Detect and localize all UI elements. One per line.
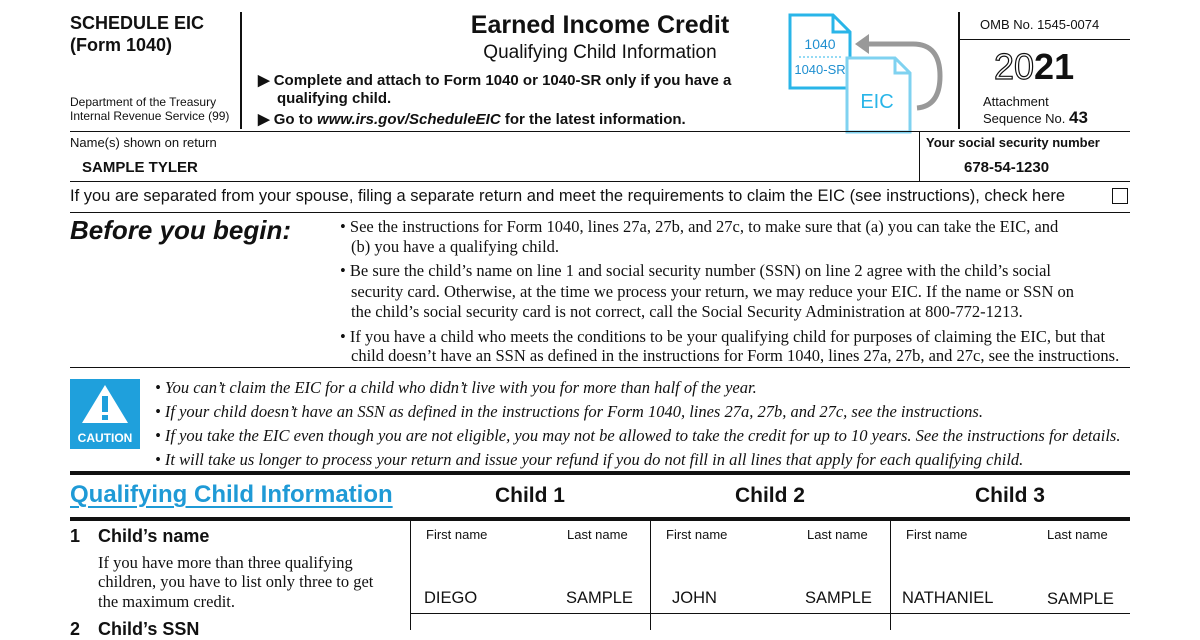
logo-1040sr-text: 1040-SR: [794, 62, 846, 77]
separated-bottom-rule: [70, 212, 1130, 213]
before-bullet-3-line-2: child doesn’t have an SSN as defined in the instructions for Form 1040, lines 27a, 27b, and 27c, see the instructions.: [351, 346, 1120, 365]
line-1-desc-2: children, you have to list only three to get: [98, 572, 374, 591]
instruction-attach: ▶ Complete and attach to Form 1040 or 1040-SR only if you have a: [258, 72, 732, 89]
caution-line-3: • If you take the EIC even though you are not eligible, you may not be allowed to take the credit for up to 10 years. See the instructions for details.: [155, 426, 1121, 445]
child-3-header: Child 3: [974, 484, 1045, 507]
form-title: Earned Income Credit: [470, 11, 730, 39]
header-divider-left: [240, 12, 242, 129]
child-1-first-name[interactable]: DIEGO: [424, 589, 478, 607]
child-3-first-label: First name: [906, 527, 968, 542]
sequence-text: Sequence No.: [983, 111, 1066, 126]
child-2-first-name[interactable]: JOHN: [672, 589, 717, 607]
line-1-desc-3: the maximum credit.: [98, 592, 236, 611]
line-1-bottom-rule: [410, 613, 1130, 614]
separated-checkbox[interactable]: [1112, 188, 1128, 204]
before-bullet-3-line-1: • If you have a child who meets the conditions to be your qualifying child for purposes of claiming the EIC, but that: [340, 327, 1106, 346]
eic-logo: [785, 10, 950, 135]
separated-text: If you are separated from your spouse, filing a separate return and meet the requirements to claim the EIC (see instructions), check here: [70, 187, 1066, 205]
line-1-label: Child’s name: [98, 526, 210, 546]
child-2-first-label: First name: [666, 527, 728, 542]
line-2-number: 2: [70, 619, 81, 639]
before-bottom-rule: [70, 367, 1130, 368]
child-2-last-name[interactable]: SAMPLE: [805, 589, 872, 607]
line-2-label: Child’s SSN: [98, 619, 200, 639]
caution-line-1: • You can’t claim the EIC for a child who didn’t live with you for more than half of the year.: [155, 378, 757, 397]
omb-number: OMB No. 1545-0074: [980, 17, 1100, 32]
instruction-attach-cont: qualifying child.: [277, 90, 392, 107]
tax-year-suffix: 21: [1034, 46, 1075, 87]
before-bullet-1-line-1: • See the instructions for Form 1040, lines 27a, 27b, and 27c, to make sure that (a) you can take the EIC, and: [340, 217, 1059, 236]
instruction-website: [258, 110, 686, 128]
logo-1040-text: 1040: [804, 36, 836, 52]
child-3-last-label: Last name: [1047, 527, 1108, 542]
instruction-website-prefix: ▶ Go to: [258, 111, 318, 128]
caution-line-4: • It will take us longer to process your return and issue your refund if you do not fill in all lines that apply for each qualifying child.: [155, 450, 1024, 469]
caution-bottom-rule: [70, 471, 1130, 475]
warning-icon: [70, 379, 140, 429]
caution-badge: [70, 379, 140, 449]
child-2-last-label: Last name: [807, 527, 868, 542]
before-bullet-2-line-1: • Be sure the child’s name on line 1 and social security number (SSN) on line 2 agree with the child’s social: [340, 261, 1051, 280]
name-label: Name(s) shown on return: [70, 135, 217, 150]
before-heading: Before you begin:: [70, 215, 292, 245]
irs-label: Internal Revenue Service (99): [70, 109, 230, 123]
form-label: (Form 1040): [70, 35, 173, 55]
before-bullet-1-line-2: (b) you have a qualifying child.: [351, 237, 560, 256]
caution-label: CAUTION: [77, 431, 133, 445]
sequence-number: 43: [1069, 108, 1088, 127]
line-1-number: 1: [70, 526, 81, 546]
child-2-header: Child 2: [734, 484, 805, 507]
form-subtitle: Qualifying Child Information: [483, 42, 717, 63]
ssn-divider: [919, 131, 920, 181]
sequence-label: [983, 108, 1088, 128]
child-1-header: Child 1: [494, 484, 565, 507]
omb-divider: [958, 39, 1130, 40]
name-bottom-rule: [70, 181, 1130, 182]
attachment-label: Attachment: [983, 94, 1049, 109]
ssn-label: Your social security number: [926, 135, 1100, 150]
child-3-last-name[interactable]: SAMPLE: [1047, 590, 1114, 608]
caution-line-2: • If your child doesn’t have an SSN as defined in the instructions for Form 1040, lines 27a, 27b, and 27c, see the instructions.: [155, 402, 983, 421]
child-1-last-name[interactable]: SAMPLE: [566, 589, 633, 607]
before-bullet-2-line-3: the child’s social security card is not correct, call the Social Security Administration at 800-772-1213.: [351, 302, 1023, 321]
qci-header-rule: [70, 517, 1130, 521]
department-label: Department of the Treasury: [70, 95, 217, 109]
schedule-label: SCHEDULE EIC: [70, 13, 205, 33]
irs-link[interactable]: www.irs.gov/ScheduleEIC: [317, 111, 501, 128]
taxpayer-name[interactable]: SAMPLE TYLER: [82, 159, 198, 176]
header-divider-right: [958, 12, 960, 129]
tax-year: [994, 46, 1074, 88]
child-3-first-name[interactable]: NATHANIEL: [902, 589, 994, 607]
before-bullet-2-line-2: security card. Otherwise, at the time we process your return, we may reduce your EIC. If the name or SSN on: [351, 282, 1075, 301]
line-1-desc-1: If you have more than three qualifying: [98, 553, 353, 572]
child-1-last-label: Last name: [567, 527, 628, 542]
logo-eic-text: EIC: [860, 91, 894, 113]
instruction-website-suffix: for the latest information.: [500, 111, 686, 128]
tax-year-prefix: 20: [994, 46, 1035, 87]
qci-title[interactable]: Qualifying Child Information: [70, 481, 393, 508]
taxpayer-ssn[interactable]: 678-54-1230: [964, 159, 1050, 176]
child-1-first-label: First name: [426, 527, 488, 542]
header-bottom-rule: [70, 131, 1130, 132]
